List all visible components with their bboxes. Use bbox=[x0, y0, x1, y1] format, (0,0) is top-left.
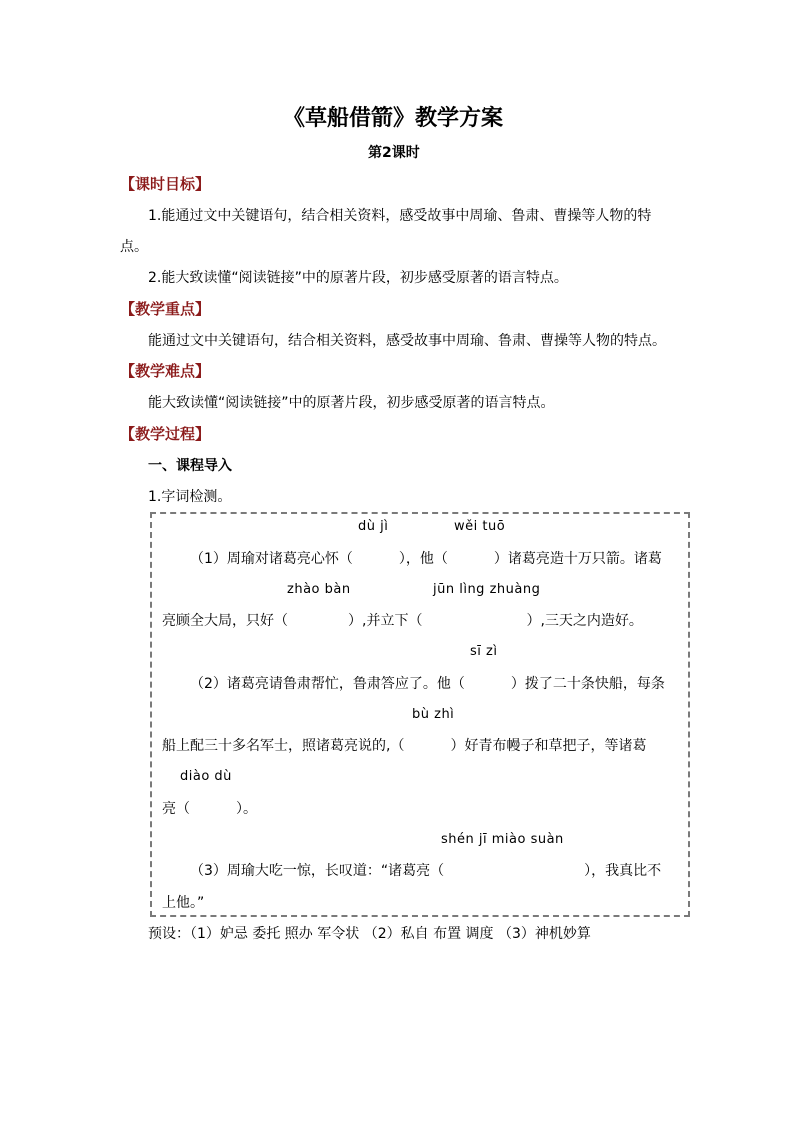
q1-text-c: ）诸葛亮造十万只箭。诸葛 bbox=[493, 551, 662, 567]
goals-heading: 【课时目标】 bbox=[120, 175, 211, 193]
step-1-title: 一、课程导入 bbox=[148, 458, 232, 474]
pinyin-jun-ling-zhuang: jūn lìng zhuàng bbox=[433, 582, 541, 597]
difficulty-heading: 【教学难点】 bbox=[120, 362, 211, 380]
q2-text-c: 船上配三十多名军士，照诸葛亮说的,（ bbox=[162, 738, 405, 754]
q2-text-f: ）。 bbox=[236, 801, 257, 817]
pinyin-zhao-ban: zhào bàn bbox=[287, 582, 351, 597]
focus-text: 能通过文中关键语句，结合相关资料，感受故事中周瑜、鲁肃、曹操等人物的特点。 bbox=[148, 333, 666, 349]
q1-line-1 bbox=[190, 552, 662, 566]
q1-text-b: ），他（ bbox=[398, 551, 448, 567]
q2-text-d: ）好青布幔子和草把子，等诸葛 bbox=[450, 738, 647, 754]
pinyin-du-ji: dù jì bbox=[358, 519, 389, 534]
focus-heading: 【教学重点】 bbox=[120, 300, 211, 318]
lesson-number: 第2课时 bbox=[368, 145, 420, 161]
q1-text-f: ）,三天之内造好。 bbox=[526, 613, 643, 629]
q2-line-3 bbox=[162, 802, 257, 816]
q2-line-2 bbox=[162, 739, 646, 753]
q2-text-e: 亮（ bbox=[162, 801, 190, 817]
q1-text-e: ）,并立下（ bbox=[348, 613, 423, 629]
goal-item-1-line-2: 点。 bbox=[120, 239, 148, 255]
q2-text-b: ）拨了二十条快船，每条 bbox=[510, 676, 665, 692]
q2-line-1 bbox=[190, 677, 665, 691]
document-title: 《草船借箭》教学方案 bbox=[283, 105, 504, 131]
goal-item-2: 2.能大致读懂“阅读链接”中的原著片段，初步感受原著的语言特点。 bbox=[148, 270, 568, 286]
process-heading: 【教学过程】 bbox=[120, 425, 211, 443]
answer-key: 预设：（1）妒忌 委托 照办 军令状 （2）私自 布置 调度 （3）神机妙算 bbox=[148, 926, 591, 942]
pinyin-wei-tuo: wěi tuō bbox=[454, 519, 506, 534]
pinyin-diao-du: diào dù bbox=[180, 769, 232, 784]
q1-line-2 bbox=[162, 614, 643, 628]
q1-text-a: （1）周瑜对诸葛亮心怀（ bbox=[190, 551, 353, 567]
q2-text-a: （2）诸葛亮请鲁肃帮忙，鲁肃答应了。他（ bbox=[190, 676, 465, 692]
pinyin-si-zi: sī zì bbox=[470, 644, 498, 659]
task-1: 1.字词检测。 bbox=[148, 489, 232, 505]
difficulty-text: 能大致读懂“阅读链接”中的原著片段，初步感受原著的语言特点。 bbox=[148, 395, 555, 411]
goal-item-1-line-1: 1.能通过文中关键语句，结合相关资料，感受故事中周瑜、鲁肃、曹操等人物的特 bbox=[148, 208, 652, 224]
q1-text-d: 亮顾全大局，只好（ bbox=[162, 613, 288, 629]
pinyin-bu-zhi: bù zhì bbox=[412, 707, 455, 722]
q3-line-2: 上他。” bbox=[162, 895, 205, 911]
q3-line-1 bbox=[190, 864, 661, 878]
pinyin-shen-ji-miao-suan: shén jī miào suàn bbox=[441, 832, 564, 847]
q3-text-a: （3）周瑜大吃一惊，长叹道：“诸葛亮（ bbox=[190, 863, 445, 879]
q3-text-b: ），我真比不 bbox=[584, 863, 662, 879]
